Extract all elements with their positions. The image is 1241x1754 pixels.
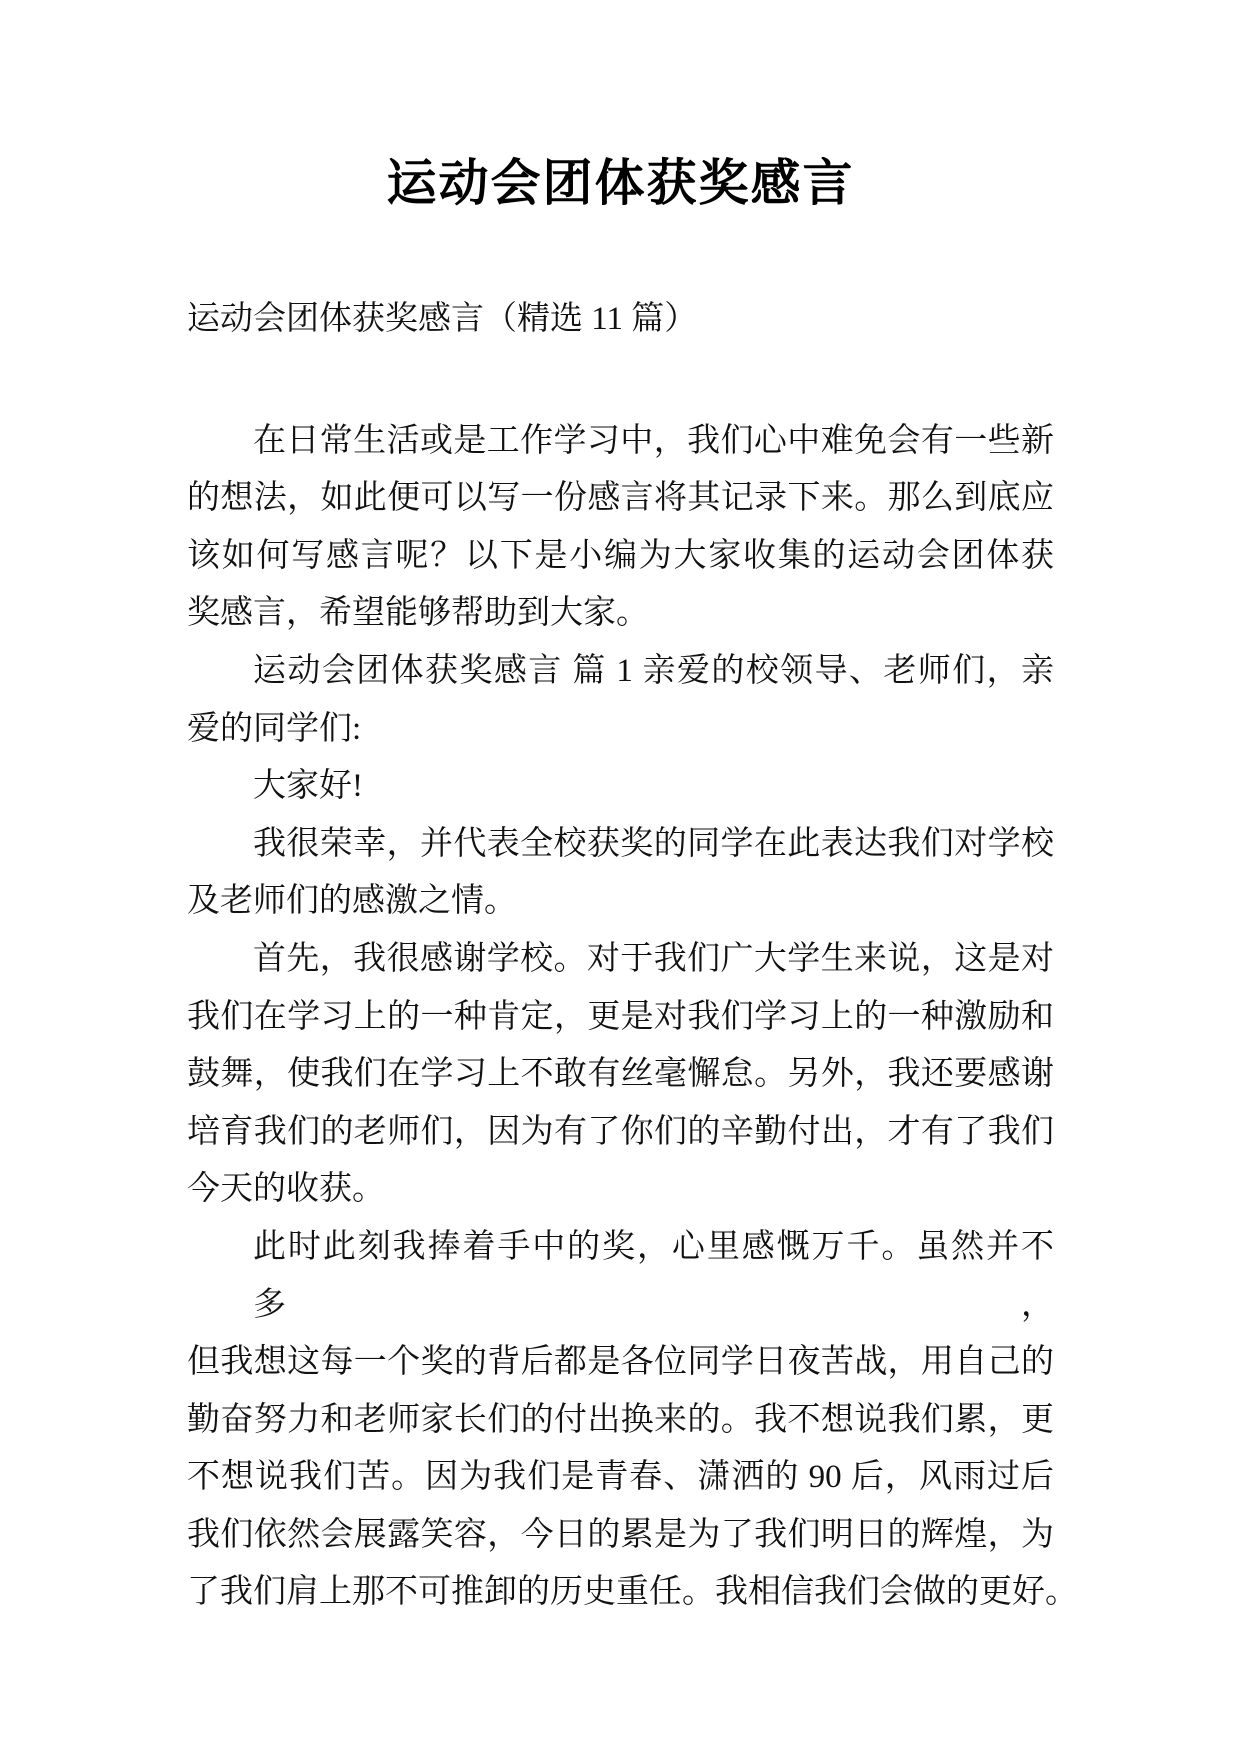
text-line: 爱的同学们: bbox=[187, 710, 362, 747]
document-body bbox=[187, 413, 1078, 1622]
text-line: 不想说我们苦。因为我们是青春、潇洒的 90 后，风雨过后 bbox=[187, 1459, 1054, 1496]
text-line: 的想法，如此便可以写一份感言将其记录下来。那么到底应 bbox=[187, 480, 1054, 517]
text-line: 我很荣幸，并代表全校获奖的同学在此表达我们对学校 bbox=[253, 825, 1054, 862]
text-line: 鼓舞，使我们在学习上不敢有丝毫懈怠。另外，我还要感谢 bbox=[187, 1056, 1054, 1093]
text-line: 今天的收获。 bbox=[187, 1171, 385, 1208]
text-line: 首先，我很感谢学校。对于我们广大学生来说，这是对 bbox=[253, 940, 1054, 977]
text-line: 但我想这每一个奖的背后都是各位同学日夜苦战，用自己的 bbox=[187, 1344, 1054, 1381]
document-title: 运动会团体获奖感言 bbox=[386, 155, 855, 211]
document-content bbox=[187, 291, 1078, 1622]
text-line: 大家好! bbox=[253, 768, 363, 805]
text-line: 勤奋努力和老师家长们的付出换来的。我不想说我们累，更 bbox=[187, 1401, 1054, 1438]
text-line: 此时此刻我捧着手中的奖，心里感慨万千。虽然并不多， bbox=[253, 1228, 1054, 1323]
text-line: 及老师们的感激之情。 bbox=[187, 883, 517, 920]
text-line: 运动会团体获奖感言 篇 1 亲爱的校领导、老师们，亲 bbox=[253, 652, 1054, 689]
text-line: 在日常生活或是工作学习中，我们心中难免会有一些新 bbox=[253, 422, 1054, 459]
text-line: 培育我们的老师们，因为有了你们的辛勤付出，才有了我们 bbox=[187, 1113, 1054, 1150]
text-line: 该如何写感言呢？以下是小编为大家收集的运动会团体获 bbox=[187, 537, 1054, 574]
text-line: 奖感言，希望能够帮助到大家。 bbox=[187, 595, 649, 632]
text-line: 我们依然会展露笑容，今日的累是为了我们明日的辉煌，为 bbox=[187, 1516, 1054, 1553]
document-subtitle: 运动会团体获奖感言（精选 11 篇） bbox=[187, 301, 698, 337]
text-line: 我们在学习上的一种肯定，更是对我们学习上的一种激励和 bbox=[187, 998, 1054, 1035]
text-line: 了我们肩上那不可推卸的历史重任。我相信我们会做的更好。 bbox=[187, 1574, 1078, 1611]
